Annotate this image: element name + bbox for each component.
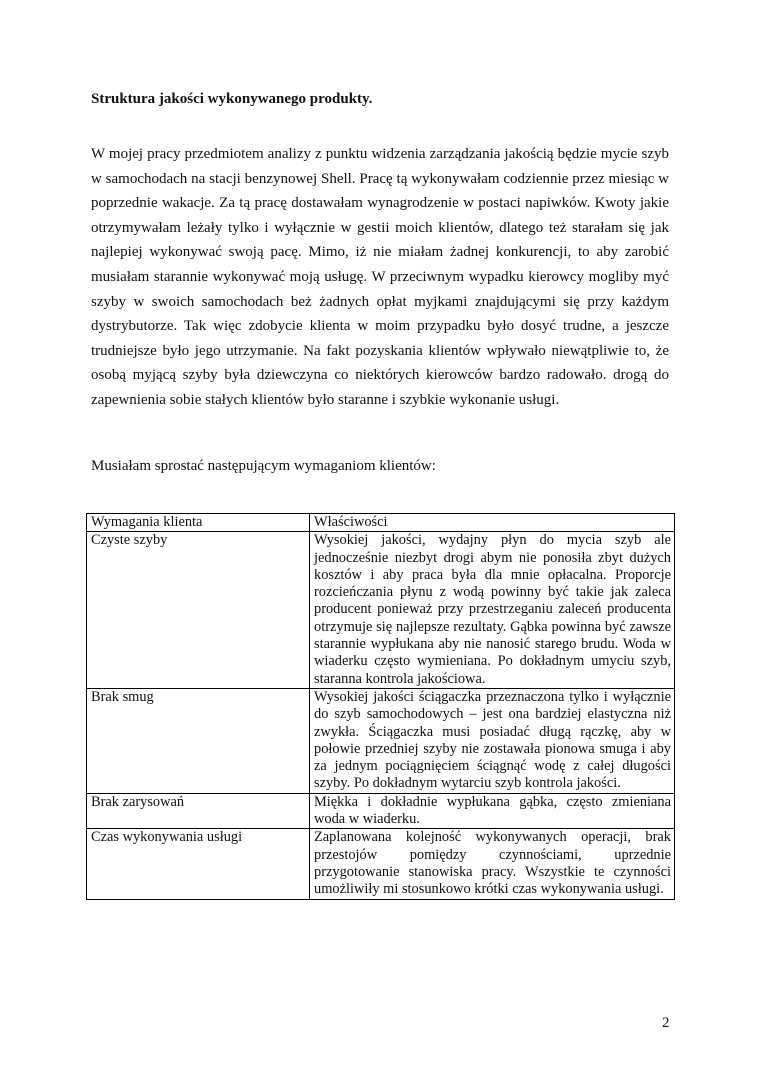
table-row xyxy=(87,829,675,899)
properties-cell: Miękka i dokładnie wypłukana gąbka, często zmieniana woda w wiaderku. xyxy=(310,793,675,829)
requirement-cell: Czas wykonywania usługi xyxy=(87,829,310,899)
table-row xyxy=(87,532,675,689)
page-number: 2 xyxy=(662,1015,670,1031)
table-row xyxy=(87,793,675,829)
table-row xyxy=(87,688,675,793)
properties-cell: Wysokiej jakości ściągaczka przeznaczona tylko i wyłącznie do szyb samochodowych – jest ona bardziej elastyczna niż zwykła. Ściągaczka musi posiadać długą rączkę, aby w połowie przedniej szyby nie zostawała pionowa smuga i aby za jednym pociągnięciem ściągnąć wodę z całej długości szyby. Po dokładnym wytarciu szyb kontrola jakości. xyxy=(310,688,675,793)
header-requirement: Wymagania klienta xyxy=(87,514,310,532)
requirement-cell: Czyste szyby xyxy=(87,532,310,689)
requirements-table xyxy=(86,513,675,900)
requirement-cell: Brak zarysowań xyxy=(87,793,310,829)
properties-cell: Wysokiej jakości, wydajny płyn do mycia szyb ale jednocześnie niezbyt drogi abym nie ponosiła zbyt dużych kosztów i aby praca była dla mnie opłacalna. Proporcje rozcieńczania płynu z wodą powinny być takie jak zaleca producent ponieważ przy przestrzeganiu zaleceń producenta otrzymuje się najlepsze rezultaty. Gąbka powinna być zawsze starannie wypłukana aby nie nanosić starego brudu. Woda w wiaderku często wymieniana. Po dokładnym umyciu szyb, staranna kontrola jakościowa. xyxy=(310,532,675,689)
table-header-row xyxy=(87,514,675,532)
table-lead-in: Musiałam sprostać następującym wymaganiom klientów: xyxy=(91,458,436,474)
header-properties: Właściwości xyxy=(310,514,675,532)
body-paragraph: W mojej pracy przedmiotem analizy z punktu widzenia zarządzania jakością będzie mycie szyb w samochodach na stacji benzynowej Shell. Pracę tą wykonywałam codziennie przez miesiąc w poprzednie wakacje. Za tą pracę dostawałam wynagrodzenie w postaci napiwków. Kwoty jakie otrzymywałam leżały tylko i wyłącznie w gestii moich klientów, dlatego też starałam się jak najlepiej wykonywać swoją pacę. Mimo, iż nie miałam żadnej konkurencji, to aby zarobić musiałam starannie wykonywać moją usługę. W przeciwnym wypadku kierowcy mogliby myć szyby w swoich samochodach beż żadnych opłat myjkami znajdującymi się przy każdym dystrybutorze. Tak więc zdobycie klienta w moim przypadku było dosyć trudne, a jeszcze trudniejsze było jego utrzymanie. Na fakt pozyskania klientów wpływało niewątpliwie to, że osobą myjącą szyby była dziewczyna co niektórych kierowców bardzo radowało. drogą do zapewnienia sobie stałych klientów było staranne i szybkie wykonanie usługi. xyxy=(91,146,669,408)
requirement-cell: Brak smug xyxy=(87,688,310,793)
document-title: Struktura jakości wykonywanego produkty. xyxy=(91,91,373,107)
properties-cell: Zaplanowana kolejność wykonywanych operacji, brak przestojów pomiędzy czynnościami, uprzednie przygotowanie stanowiska pracy. Wszystkie te czynności umożliwiły mi stosunkowo krótki czas wykonywania usługi. xyxy=(310,829,675,899)
